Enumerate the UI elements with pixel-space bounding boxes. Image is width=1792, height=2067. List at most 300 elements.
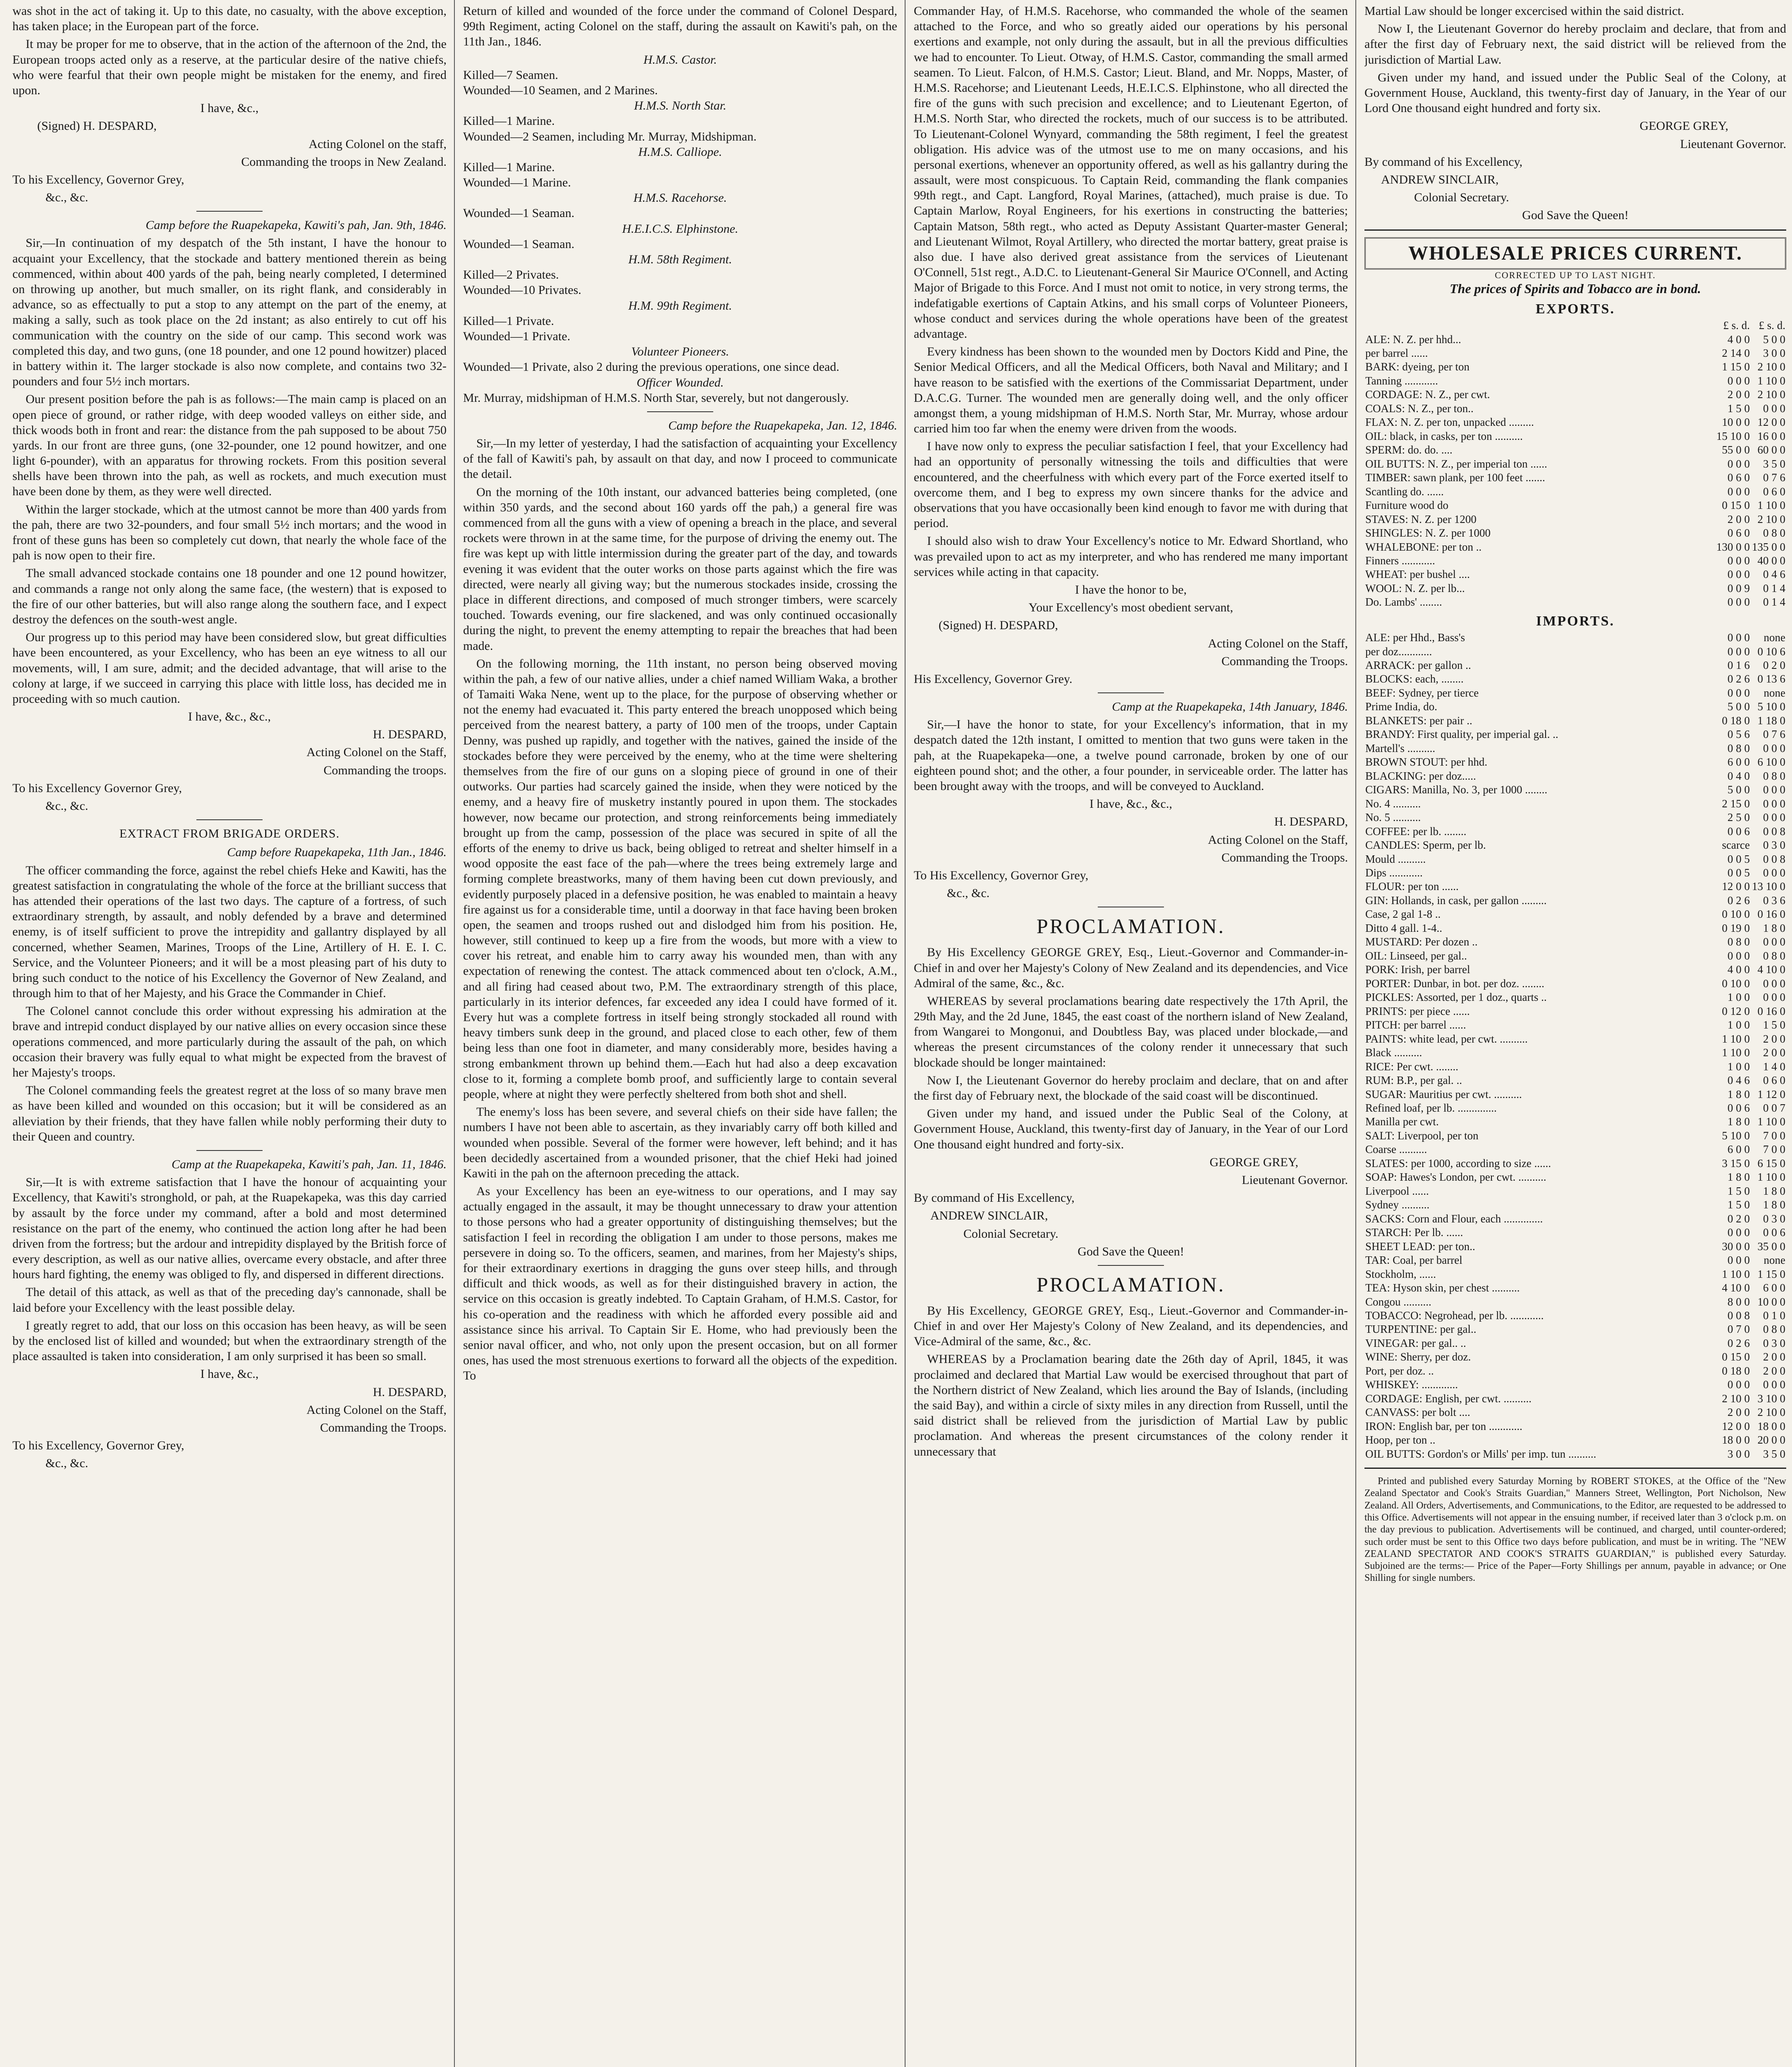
price-cell: 0 3 6 [1763,894,1785,907]
price-cell: none [1763,631,1785,644]
table-header-row [1364,319,1786,332]
dateline: Camp before the Ruapekapeka, Kawiti's pah, Jan. 9th, 1846. [146,218,447,232]
price-cell: 2 10 0 [1722,1392,1750,1405]
table-row [1364,728,1786,741]
commodity-cell: SACKS: Corn and Flour, each .............. [1365,1212,1543,1225]
separator [196,211,263,212]
price-cell: 0 15 0 [1722,1351,1750,1363]
signature: (Signed) H. DESPARD, [939,618,1058,633]
price-cell: 5 0 0 [1727,700,1750,713]
price-cell: 40 0 0 [1757,554,1785,567]
letter-close: I have, &c., &c., [1090,797,1172,811]
commodity-cell: WOOL: N. Z. per lb... [1365,582,1465,594]
table-row [1364,430,1786,443]
price-cell: 2 0 0 [1763,1351,1785,1363]
table-row [1364,977,1786,991]
commodity-cell: BRANDY: First quality, per imperial gal. .. [1365,728,1558,741]
column-4 [1364,3,1786,2067]
table-row [1364,894,1786,907]
price-cell: 1 10 0 [1757,499,1785,512]
price-cell: 1 8 0 [1763,1184,1785,1197]
table-row [1364,554,1786,568]
price-cell: 0 7 6 [1763,728,1785,741]
price-cell: 7 0 0 [1763,1129,1785,1142]
signature: GEORGE GREY, [1639,119,1728,133]
roll-unit: H.M.S. North Star. [634,99,726,113]
commodity-cell: TAR: Coal, per barrel [1365,1254,1462,1267]
commodity-cell: TEA: Hyson skin, per chest .......... [1365,1282,1520,1294]
price-cell: 1 10 0 [1757,1115,1785,1128]
commodity-cell: No. 5 .......... [1365,811,1421,824]
roll-line: Wounded—10 Privates. [463,283,581,297]
letter-close: I have, &c., [200,101,259,115]
table-row [1364,769,1786,783]
commodity-cell: SOAP: Hawes's London, per cwt. .......... [1365,1171,1546,1184]
commodity-cell: PITCH: per barrel ...... [1365,1019,1466,1031]
commodity-cell: CANDLES: Sperm, per lb. [1365,839,1486,852]
commodity-cell: Port, per doz. .. [1365,1364,1434,1377]
price-cell: 2 10 0 [1757,360,1785,373]
table-row [1364,700,1786,714]
section-heading: EXTRACT FROM BRIGADE ORDERS. [119,827,340,841]
price-cell: 0 4 6 [1763,568,1785,581]
prices-title: WHOLESALE PRICES CURRENT. [1364,237,1786,270]
secretary-name: ANDREW SINCLAIR, [1381,172,1499,186]
price-cell: 1 15 0 [1722,360,1750,373]
price-cell: 0 0 5 [1727,852,1750,865]
price-cell: 18 0 0 [1757,1420,1785,1432]
price-cell: 0 8 0 [1763,949,1785,962]
roll-line: Killed—7 Seamen. [463,68,558,82]
commodity-cell: WHEAT: per bushel .... [1365,568,1470,581]
commodity-cell: SPERM: do. do. .... [1365,444,1453,456]
paragraph: As your Excellency has been an eye-witness to our operations, and I may say actually engaged in the assault, it may be thought unnecessary to draw your attention to those persons who had a greater opportunity of distinguishing themselves; but the satisfaction I feel in recording the obligation I am under to those persons, makes me persevere in doing so. To the officers, seamen, and marines, from her Majesty's ships, for their extraordinary exertions in dragging the guns over steep hills, and through difficult and thick woods, as well as for their distinguished bravery in action, the service on this occasion is greatly indebted. To Captain Graham, of H.M.S. Castor, for his co-operation and the readiness with which he afforded every possible aid and assistance since his arrival. To Captain Sir E. Home, who had previously been the senior naval officer, and who, not only upon the present occasion, but on all former ones, has used the most strenuous exertions to forward all the objects of the expedition. To [463,1184,897,1383]
price-cell: 0 2 0 [1727,1212,1750,1225]
paragraph: The small advanced stockade contains one 18 pounder and one 12 pound howitzer, and commands a range not only along the same face, (the western) that is exposed to the fire of our other batteries, but will also range along the southern face, and I expect destroy the defences on the south-west angle. [12,566,447,626]
price-cell: 12 0 0 [1757,416,1785,429]
letter-close: I have, &c., &c., [188,710,271,724]
paragraph: Sir,—In continuation of my despatch of the 5th instant, I have the honour to acquaint your Excellency, that the stockade and battery mentioned therein as being commenced, within about 400 yards of the pah, being nearly completed, I determined on throwing up another, but much smaller, on its right flank, and considerably in advance, so as effectually to put a stop to any attempt on the part of the enemy, at making a sally, such as took place on the 2d instant; as also entirely to cut off his communication with the country on the side of our camp. This second work was completed this day, and two guns, (one 18 pounder, and one 12 pound howitzer) placed in battery within it. The larger stockade is also now complete, and contains two 32-pounders and four 5½ inch mortars. [12,236,447,389]
price-cell: 1 4 0 [1763,1060,1785,1073]
table-row [1364,742,1786,755]
price-cell: 0 0 0 [1763,811,1785,824]
commodity-cell: Sydney .......... [1365,1198,1430,1211]
table-row [1364,1253,1786,1267]
addressee: To his Excellency, Governor Grey, [12,172,184,186]
dateline: Camp at the Ruapekapeka, Kawiti's pah, Jan. 11, 1846. [172,1157,447,1171]
price-cell: 6 0 0 [1727,756,1750,769]
imports-table [1364,631,1786,1461]
proclamation-title: PROCLAMATION. [1036,914,1226,938]
price-cell: 2 10 0 [1757,513,1785,525]
commodity-cell: OIL BUTTS: N. Z., per imperial ton ...... [1365,457,1547,470]
commodity-cell: STAVES: N. Z. per 1200 [1365,513,1477,525]
commodity-cell: CIGARS: Manilla, No. 3, per 1000 ........ [1365,783,1548,796]
price-cell: 2 14 0 [1722,346,1750,359]
price-cell: 0 0 0 [1763,1378,1785,1391]
price-cell: 2 10 0 [1757,388,1785,401]
roll-unit: H.E.I.C.S. Elphinstone. [622,222,738,236]
addressee: To his Excellency Governor Grey, [12,781,182,795]
paragraph: It may be proper for me to observe, that in the action of the afternoon of the 2nd, the European troops acted only as a reserve, at the particular desire of the native chiefs, who were fearful that their own people might be mistaken for the enemy, and fired upon. [12,37,447,97]
commodity-cell: PAINTS: white lead, per cwt. .......... [1365,1032,1528,1045]
price-cell: 35 0 0 [1757,1240,1785,1253]
price-cell: 0 0 0 [1763,991,1785,1004]
commodity-cell: Hoop, per ton .. [1365,1434,1436,1446]
commodity-cell: OIL BUTTS: Gordon's or Mills' per imp. tun .......... [1365,1447,1596,1460]
imprint: Printed and published every Saturday Morning by ROBERT STOKES, at the Office of the "New Zealand Spectator and Cook's Straits Guardian," Manners Street, Wellington, Port Nicholson, New Zealand. All Orders, Advertisements, and Communications, to the Editor, are requested to be addressed to this Office. Advertisements will not appear in the ensuing number, if received later than 3 o'clock p.m. on the day previous to publication. Advertisements will be continued, and charged, until counter-ordered; such order must be sent to this Office two days before publication, and must be in writing. The "NEW ZEALAND SPECTATOR AND COOK'S STRAITS GUARDIAN," is published every Saturday. Subjoined are the terms:— Price of the Paper—Forty Shillings per annum, payable in advance; or One Shilling for single numbers. [1364,1476,1786,1584]
commodity-cell: Black .......... [1365,1046,1422,1059]
price-cell: 0 0 0 [1727,949,1750,962]
price-cell: none [1763,1254,1785,1267]
column-header: £ s. d. [1723,319,1750,332]
commodity-cell: Congou .......... [1365,1295,1431,1308]
table-row [1364,1157,1786,1170]
commodity-cell: Liverpool ...... [1365,1184,1429,1197]
price-cell: 10 0 0 [1722,416,1750,429]
table-row [1364,1115,1786,1129]
commodity-cell: Stockholm, ...... [1365,1267,1436,1280]
roll-line: Killed—2 Privates. [463,268,559,282]
price-cell: 0 0 0 [1727,686,1750,699]
commodity-cell: SHEET LEAD: per ton.. [1365,1240,1475,1253]
table-row [1364,1226,1786,1239]
price-cell: 15 10 0 [1716,430,1750,442]
table-row [1364,949,1786,963]
roll-unit: Officer Wounded. [636,375,724,389]
table-row [1364,1088,1786,1101]
price-cell: 130 0 0 [1716,540,1750,553]
paragraph: The Colonel cannot conclude this order without expressing his admiration at the brave and intrepid conduct displayed by our native allies on every occasion since these operations commenced, and more particularly during the assault of the pah, on which occasion their bravery was fully equal to what might be expected from the bravest of her Majesty's troops. [12,1004,447,1079]
commodity-cell: VINEGAR: per gal.. .. [1365,1337,1466,1349]
price-cell: 1 8 0 [1727,1115,1750,1128]
commodity-cell: Coarse .......... [1365,1143,1427,1156]
price-cell: 0 6 0 [1727,471,1750,484]
table-row [1364,471,1786,485]
table-row [1364,1322,1786,1336]
imports-body [1364,631,1786,1461]
table-row [1364,1170,1786,1184]
price-cell: 20 0 0 [1757,1434,1785,1446]
commodity-cell: Martell's .......... [1365,742,1436,754]
commodity-cell: Mould .......... [1365,852,1426,865]
price-cell: 0 13 6 [1757,673,1785,685]
table-row [1364,1018,1786,1032]
roll-line: Killed—1 Private. [463,314,554,328]
exports-table [1364,319,1786,609]
price-cell: 1 10 0 [1722,1267,1750,1280]
price-cell: 1 8 0 [1763,921,1785,934]
price-cell: 3 10 0 [1757,1392,1785,1405]
table-row [1364,1337,1786,1350]
price-cell: 0 1 6 [1727,659,1750,671]
price-cell: 1 18 0 [1757,714,1785,727]
addressee-etc: &c., &c. [947,886,990,900]
price-cell: 0 0 0 [1727,631,1750,644]
price-cell: 2 0 0 [1763,1046,1785,1059]
table-row [1364,402,1786,415]
signature-rank: Acting Colonel on the Staff, [1208,833,1348,847]
commodity-cell: GIN: Hollands, in cask, per gallon ......... [1365,894,1547,907]
commodity-cell: ARRACK: per gallon .. [1365,659,1471,671]
table-row [1364,672,1786,686]
signature-rank: Commanding the Troops. [1221,654,1348,668]
commodity-cell: STARCH: Per lb. ...... [1365,1226,1463,1239]
proclamation-preamble: By His Excellency, GEORGE GREY, Esq., Lieut.-Governor and Commander-in-Chief in and over Her Majesty's Colony of New Zealand, and its dependencies, and Vice-Admiral of the same, &c., &c. [914,1303,1348,1349]
commodity-cell: Scantling do. ...... [1365,485,1444,498]
commodity-cell: ALE: N. Z. per hhd... [1365,333,1461,346]
commodity-cell: per barrel ...... [1365,346,1428,359]
god-save-the-queen: God Save the Queen! [1522,208,1629,222]
price-cell: 0 5 6 [1727,728,1750,741]
price-cell: 0 18 0 [1722,1364,1750,1377]
price-cell: 0 0 0 [1763,402,1785,415]
price-cell: 2 0 0 [1763,1032,1785,1045]
separator [1364,229,1786,231]
signature-rank: Acting Colonel on the staff, [308,137,447,151]
commodity-cell: Manilla per cwt. [1365,1115,1439,1128]
price-cell: 0 0 0 [1763,742,1785,754]
roll-line: Wounded—2 Seamen, including Mr. Murray, Midshipman. [463,129,757,143]
commodity-cell: BARK: dyeing, per ton [1365,360,1469,373]
table-row [1364,333,1786,346]
price-cell: 0 6 0 [1727,527,1750,539]
commodity-cell: per doz............ [1365,645,1432,658]
paragraph: Within the larger stockade, which at the utmost cannot be more than 400 yards from the pah, there are two 32-pounders, and four small 5½ inch mortars; and the wood in front of these guns has been so completely cut down, that nearly the whole face of the pah is now open to their fire. [12,502,447,563]
commodity-cell: TOBACCO: Negrohead, per lb. ............ [1365,1309,1544,1322]
price-cell: 5 0 0 [1727,783,1750,796]
price-cell: 0 0 5 [1727,866,1750,879]
price-cell: 0 15 0 [1722,499,1750,512]
price-cell: 0 6 0 [1763,1074,1785,1087]
table-row [1364,1101,1786,1115]
paragraph: The detail of this attack, as well as that of the preceding day's cannonade, shall be laid before your Excellency with the least possible delay. [12,1285,447,1315]
price-cell: 0 8 0 [1763,527,1785,539]
price-cell: 0 3 0 [1763,1212,1785,1225]
commodity-cell: PORTER: Dunbar, in bot. per doz. ........ [1365,977,1545,990]
paragraph: Now I, the Lieutenant Governor do hereby proclaim and declare, that from and after the first day of February next, the said district will be relieved from the jurisdiction of Martial Law. [1364,22,1786,67]
commodity-cell: PRINTS: per piece ...... [1365,1005,1470,1017]
column-header: £ s. d. [1759,319,1785,332]
table-row [1364,346,1786,360]
commodity-cell: Ditto 4 gall. 1-4.. [1365,921,1442,934]
commodity-cell: OIL: black, in casks, per ton .......... [1365,430,1523,442]
prices-subtitle: CORRECTED UP TO LAST NIGHT. [1495,270,1656,280]
paragraph: Our progress up to this period may have been considered slow, but great difficulties have been encountered, as your Excellency, who has been an eye witness to all our movements, will, I am sure, admit; and the decided advantage, that will arise to the colony at large, if we succeed in carrying this place with little loss, has decided me in proceeding with so much caution. [12,630,447,706]
signature: GEORGE GREY, [1209,1155,1298,1169]
price-cell: 0 0 0 [1727,457,1750,470]
roll-unit: Volunteer Pioneers. [631,345,729,359]
price-cell: 55 0 0 [1722,444,1750,456]
signature-rank: Commanding the troops in New Zealand. [241,155,447,169]
price-cell: 1 10 0 [1757,1171,1785,1184]
price-cell: 1 5 0 [1727,402,1750,415]
table-row [1364,443,1786,457]
paragraph: I greatly regret to add, that our loss on this occasion has been heavy, as will be seen by the enclosed list of killed and wounded; but when the extraordinary strength of the place assaulted is taken into consideration, I am only surprised it has been so small. [12,1318,447,1363]
price-cell: 1 0 0 [1727,991,1750,1004]
price-cell: 12 0 0 [1722,1420,1750,1432]
commodity-cell: MUSTARD: Per dozen .. [1365,936,1478,948]
table-row [1364,485,1786,499]
paragraph: Given under my hand, and issued under the Public Seal of the Colony, at Government House, Auckland, this twenty-first day of January, in the Year of our Lord One thousand eight hundred and forty-six. [914,1107,1348,1151]
price-cell: 0 10 6 [1757,645,1785,658]
price-cell: 0 0 0 [1763,936,1785,948]
price-cell: 0 0 7 [1763,1101,1785,1114]
price-cell: 0 0 9 [1727,582,1750,594]
table-row [1364,1074,1786,1087]
addressee-etc: &c., &c. [45,1456,88,1470]
dateline: Camp before the Ruapekapeka, Jan. 12, 1846. [668,418,897,432]
paragraph: was shot in the act of taking it. Up to this date, no casualty, with the above exception, has taken place; in the European part of the force. [12,4,447,33]
commodity-cell: ALE: per Hhd., Bass's [1365,631,1465,644]
price-cell: 3 0 0 [1763,346,1785,359]
price-cell: 12 0 0 [1722,880,1750,893]
paragraph: On the morning of the 10th instant, our advanced batteries being completed, (one within 350 yards, and the second about 160 yards off the pah,) a general fire was commenced from all the guns with a view of opening a breach in the place, and several rockets were thrown in at the same time, for the purpose of driving the enemy out. The fire was kept up with little intermission during the greater part of the day, and towards evening it was evident that the outer works on those parts against which the fire was directed, were nearly all giving way; but the numerous stockades inside, crossing the place in different directions, and composed of much stronger timbers, were scarcely touched. Towards evening, our fire slackened, and was only continued occasionally during the night, to prevent the enemy attempting to repair the breaches that had been made. [463,485,897,653]
table-row [1364,825,1786,838]
roll-line: Mr. Murray, midshipman of H.M.S. North Star, severely, but not dangerously. [463,391,849,405]
table-row [1364,1198,1786,1212]
price-cell: 5 0 0 [1763,333,1785,346]
price-cell: 30 0 0 [1722,1240,1750,1253]
price-cell: 3 5 0 [1763,1447,1785,1460]
letter-close: I have the honor to be, [1075,582,1187,597]
exports-body [1364,333,1786,609]
commodity-cell: SUGAR: Mauritius per cwt. .......... [1365,1088,1522,1100]
price-cell: 13 10 0 [1752,880,1785,893]
table-row [1364,1295,1786,1309]
command-line: By command of his Excellency, [1364,155,1523,169]
commodity-cell: CANVASS: per bolt .... [1365,1406,1470,1419]
signature-rank: Commanding the Troops. [1221,850,1348,864]
roll-line: Wounded—1 Seaman. [463,237,575,251]
price-cell: 0 0 0 [1727,374,1750,387]
table-row [1364,907,1786,921]
price-cell: 4 0 0 [1727,333,1750,346]
commodity-cell: BLOCKS: each, ........ [1365,673,1464,685]
price-cell: 0 1 4 [1763,582,1785,594]
roll-unit: H.M. 58th Regiment. [628,253,732,266]
commodity-cell: BROWN STOUT: per hhd. [1365,756,1488,769]
dateline: Camp at the Ruapekapeka, 14th January, 1846. [1112,700,1348,714]
paragraph: Martial Law should be longer excercised within the said district. [1364,4,1684,18]
paragraph: Our present position before the pah is as follows:—The main camp is placed on an open piece of ground, or rather ridge, with deep wooded valleys on either side, and thick woods both in front and rear: the distance from the pah supposed to be about 750 yards. In our front are three guns, (one 32-pounder, one 12 pound howitzer, and one light 6-pounder), with an apparatus for throwing rockets. From this position several shells have been thrown into the pah, as well as rockets, and much execution must have been done by them, as they were well directed. [12,392,447,499]
price-cell: 0 8 0 [1763,1323,1785,1336]
column-2 [463,3,897,2067]
price-cell: 8 0 0 [1727,1295,1750,1308]
roll-unit: H.M.S. Calliope. [638,145,722,159]
price-cell: 1 15 0 [1757,1267,1785,1280]
table-row [1364,838,1786,852]
price-cell: 0 8 0 [1763,769,1785,782]
table-row [1364,1032,1786,1046]
commodity-cell: WHISKEY: ............. [1365,1378,1458,1391]
roll-line: Wounded—10 Seamen, and 2 Marines. [463,83,658,97]
paragraph: Sir,—In my letter of yesterday, I had the satisfaction of acquainting your Excellency of the fall of Kawiti's pah, by assault on that day, and now I proceed to communicate the detail. [463,437,897,481]
commodity-cell: Prime India, do. [1365,700,1437,713]
price-cell: 0 1 4 [1763,596,1785,609]
price-cell: 0 0 0 [1727,1226,1750,1239]
price-cell: 4 10 0 [1722,1282,1750,1294]
commodity-cell: Case, 2 gal 1-8 .. [1365,908,1441,921]
table-row [1364,935,1786,949]
paragraph: The Colonel commanding feels the greatest regret at the loss of so many brave men as have been killed and wounded on this occasion; but it will be considered as an alleviation by their friends, that they have fallen while nobly performing their duty to their Queen and country. [12,1084,447,1143]
price-cell: 0 0 0 [1763,977,1785,990]
price-cell: 0 2 0 [1763,659,1785,671]
price-cell: 0 0 0 [1727,1254,1750,1267]
commodity-cell: Do. Lambs' ........ [1365,596,1442,609]
separator [1098,692,1164,693]
price-cell: 0 0 8 [1763,852,1785,865]
price-cell: 5 10 0 [1722,1129,1750,1142]
command-line: By command of His Excellency, [914,1191,1075,1205]
roll-line: Killed—1 Marine. [463,114,555,128]
price-cell: 0 10 0 [1722,908,1750,921]
addressee: To his Excellency, Governor Grey, [12,1439,184,1453]
commodity-cell: WHALEBONE: per ton .. [1365,540,1482,553]
price-cell: 1 5 0 [1727,1198,1750,1211]
price-cell: 0 0 0 [1727,568,1750,581]
secretary-rank: Colonial Secretary. [963,1227,1058,1241]
price-cell: 0 2 6 [1727,894,1750,907]
price-cell: 60 0 0 [1757,444,1785,456]
column-rule [905,0,906,2067]
price-cell: 0 8 0 [1727,742,1750,754]
price-cell: 0 8 0 [1727,936,1750,948]
price-cell: 2 10 0 [1757,1406,1785,1419]
commodity-cell: TURPENTINE: per gal.. [1365,1323,1477,1336]
table-row [1364,645,1786,659]
price-cell: 1 8 0 [1727,1088,1750,1100]
commodity-cell: IRON: English bar, per ton ............ [1365,1420,1522,1432]
paragraph: Sir,—I have the honor to state, for your Excellency's information, that in my despatch dated the 12th instant, I omitted to mention that two guns were taken in the pah, at the Ruapekapeka—one, a twelve pound carronade, broken by one of our eighteen pound shot; and the other, a four pounder, in serviceable order. The latter has been brought away with the troops, and will be conveyed to Auckland. [914,718,1348,793]
roll-unit: H.M.S. Castor. [643,53,717,67]
signature-rank: Commanding the Troops. [320,1420,447,1434]
commodity-cell: Tanning ............ [1365,374,1438,387]
paragraph: The officer commanding the force, against the rebel chiefs Heke and Kawiti, has the greatest satisfaction in congratulating the whole of the force at the brilliant success that has attended their operations of the last two days. The capture of a fortress, of such extraordinary strength, by assault, and nobly defended by a brave and determined enemy, is of itself sufficient to prove the intrepidity and gallantry displayed by all concerned, whether Seamen, Marines, Troops of the Line, Artillery of H. E. I. C. Service, and the Volunteer Pioneers; and it will be a most pleasing part of his duty to bring such conduct to the notice of his Excellency the Governor of New Zealand, and through him to that of her Majesty, and his Grace the Commander in Chief. [12,863,447,1000]
table-row [1364,1005,1786,1018]
addressee-etc: &c., &c. [45,191,88,205]
paragraph: Now I, the Lieutenant Governor do hereby proclaim and declare, that on and after the first day of February next, the blockade of the said coast will be discontinued. [914,1073,1348,1103]
commodity-cell: TIMBER: sawn plank, per 100 feet ....... [1365,471,1545,484]
signature-rank: Lieutenant Governor. [1680,137,1786,151]
price-cell: 0 3 0 [1763,839,1785,852]
commodity-cell: OIL: Linseed, per gal.. [1365,949,1467,962]
column-rule [1355,0,1356,2067]
prices-note: The prices of Spirits and Tobacco are in bond. [1450,281,1701,296]
paragraph: WHEREAS by a Proclamation bearing date the 26th day of April, 1845, it was proclaimed and declared that Martial Law would be exercised throughout that part of the Northern district of New Zealand, which lies around the Bay of Islands, (including the said Bay), and within a circle of sixty miles in any direction from Russell, until the said district shall be relieved from the jurisdiction of Martial Law by public proclamation. And whereas the present circumstances of the colony render it unnecessary that [914,1352,1348,1458]
commodity-cell: BEEF: Sydney, per tierce [1365,686,1479,699]
signature: H. DESPARD, [373,728,447,742]
dateline: Camp before Ruapekapeka, 11th Jan., 1846. [227,845,447,859]
price-cell: 16 0 0 [1757,430,1785,442]
price-cell: 4 10 0 [1757,963,1785,976]
price-cell: 0 12 0 [1722,1005,1750,1017]
table-row [1364,1447,1786,1461]
price-cell: 0 19 0 [1722,921,1750,934]
price-cell: 6 0 0 [1763,1282,1785,1294]
commodity-cell: Dips ............ [1365,866,1423,879]
signature-rank: Acting Colonel on the Staff, [1208,636,1348,650]
roll-line: Killed—1 Marine. [463,160,555,174]
commodity-cell: No. 4 .......... [1365,797,1421,810]
table-row [1364,374,1786,388]
price-cell: 0 10 0 [1722,977,1750,990]
paragraph: I should also wish to draw Your Excellency's notice to Mr. Edward Shortland, who was prevailed upon to act as my interpreter, and who has rendered me many important services while acting in that capacity. [914,534,1348,579]
table-row [1364,568,1786,581]
price-cell: 1 10 0 [1722,1032,1750,1045]
price-cell: 0 0 6 [1763,1226,1785,1239]
signature-rank: Lieutenant Governor. [1242,1173,1348,1187]
